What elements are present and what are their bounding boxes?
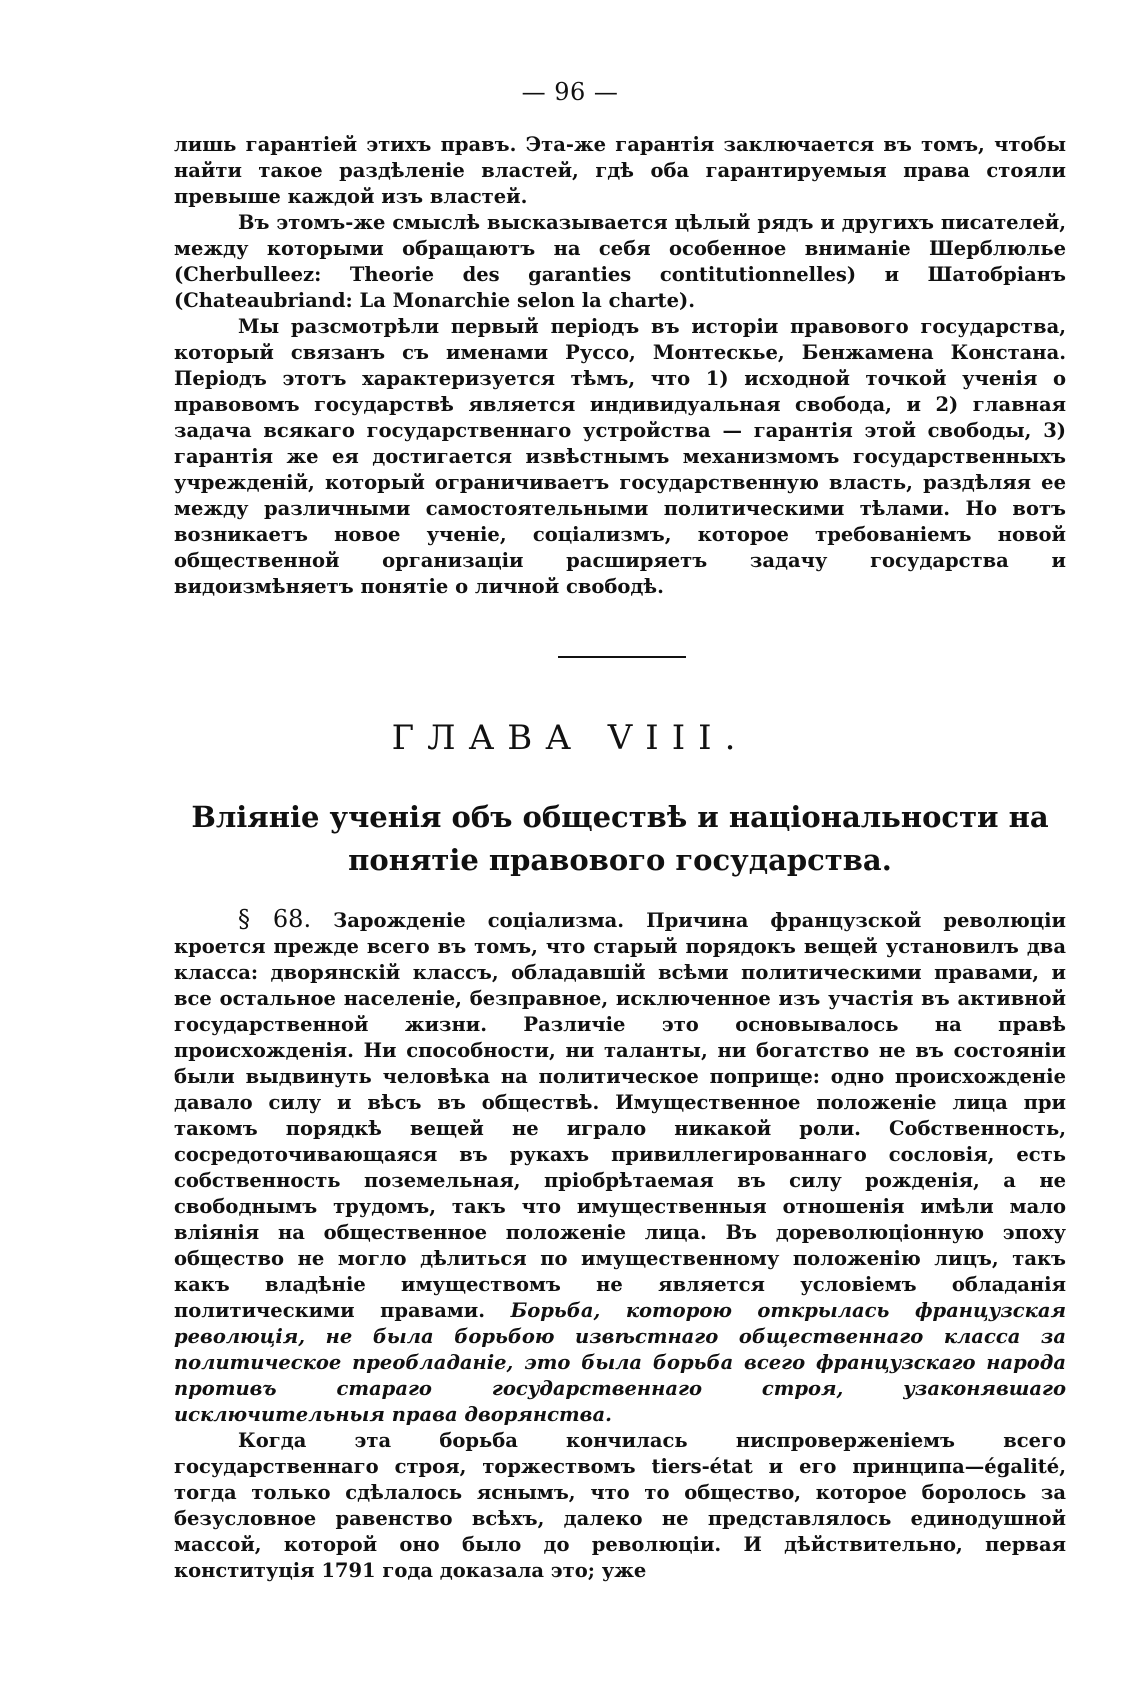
section-divider-rule [558,656,686,658]
prelude-paragraph-2: Въ этомъ-же смыслѣ высказывается цѣлый рядъ и другихъ писателей, между которыми обращаютъ на себя особенное вниманіе Шерблюлье (Cherbulleez: Theorie des garanties contitutionnelles) и Шатобріанъ (Chateaubriand: La Monarchie selon la charte). [174,211,1066,312]
prelude-paragraph-3: Мы разсмотрѣли первый періодъ въ исторіи правового государства, который связанъ съ именами Руссо, Монтескье, Бенжамена Констана. Періодъ этотъ характеризуется тѣмъ, что 1) исходной точкой ученія о правовомъ государствѣ является индивидуальная свобода, и 2) главная задача всякаго государственнаго устройства — гарантія этой свободы, 3) гарантія же ея достигается извѣстнымъ механизмомъ государственныхъ учрежденій, который ограничиваетъ государственную власть, раздѣляя ее между различными самостоятельными политическими тѣлами. Но вотъ возникаетъ новое ученіе, соціализмъ, которое требованіемъ новой общественной организаціи расширяетъ задачу государства и видоизмѣняетъ понятіе о личной свободѣ. [174,315,1066,598]
chapter-title: ГЛАВА VIII. [391,718,749,758]
page-number: — 96 — [521,78,619,106]
prelude-paragraph-1: лишь гарантіей этихъ правъ. Эта-же гарантія заключается въ томъ, чтобы найти такое раздѣленіе властей, гдѣ оба гарантируемыя права стояли превыше каждой изъ властей. [174,133,1066,208]
section-paragraph-1-italic: Борьба, которою открылась французская революція, не была борьбою извѣстнаго общественнаго класса за политическое преобладаніе, это была борьба всего французскаго народа противъ стараго государственнаго строя, узаконявшаго исключительныя права дворянства. [174,1299,1067,1426]
chapter-heading [170,796,1070,882]
chapter-heading-line-2: понятіе правового государства. [348,843,892,877]
section-number: § 68. [238,905,312,933]
chapter-heading-line-1: Вліяніе ученія объ обществѣ и національности на [191,800,1049,834]
section-text-block [174,906,1066,1584]
section-paragraph-2: Когда эта борьба кончилась ниспроверженіемъ всего государственнаго строя, торжествомъ tiers-état и его принципа—égalité, тогда только сдѣлалось яснымъ, что то общество, которое боролось за безусловное равенство всѣхъ, далеко не представлялось единодушной массой, которой оно было до революціи. И дѣйствительно, первая конституція 1791 года доказала это; уже [174,1429,1066,1582]
section-paragraph-1-lead: Причина французской революціи кроется прежде всего въ томъ, что старый порядокъ вещей установилъ два класса: дворянскій классъ, обладавшій всѣми политическими правами, и все остальное населеніе, безправное, исключенное изъ участія въ активной государственной жизни. Различіе это основывалось на правѣ происхожденія. Ни способности, ни таланты, ни богатство не въ состояніи были выдвинуть человѣка на политическое поприще: одно происхожденіе давало силу и вѣсъ въ обществѣ. Имущественное положеніе лица при такомъ порядкѣ вещей не играло никакой роли. Собственность, сосредоточивающаяся въ рукахъ привиллегированнаго сословія, есть собственность поземельная, пріобрѣтаемая въ силу рожденія, а не свободнымъ трудомъ, такъ что имущественныя отношенія имѣли мало вліянія на общественное положеніе лица. Въ дореволюціонную эпоху общество не могло дѣлиться по имущественному положенію лицъ, такъ какъ владѣніе имуществомъ не является условіемъ обладанія политическими правами. [174,909,1066,1322]
section-label: Зарожденіе соціализма. [333,909,625,932]
section-paragraph-1 [174,906,1066,1428]
prelude-text-block [174,132,1066,600]
